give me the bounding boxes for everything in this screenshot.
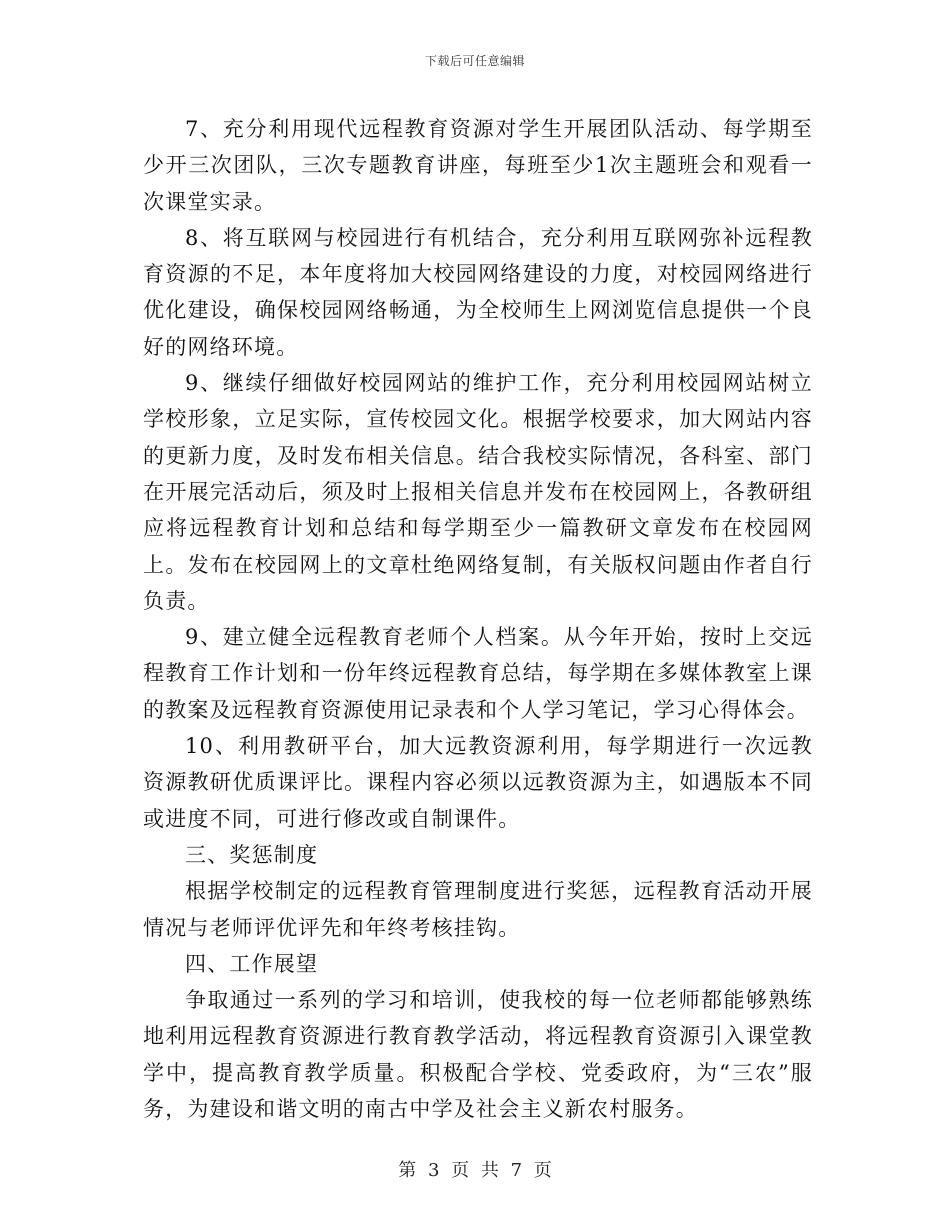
section-heading-rewards: 三、奖惩制度 bbox=[185, 842, 319, 867]
paragraph-outlook: 争取通过一系列的学习和培训，使我校的每一位老师都能够熟练地利用远程教育资源进行教育教学活动，将远程教育资源引入课堂教学中，提高教育教学质量。积极配合学校、党委政府，为“三农”服务，为建设和谐文明的南古中学及社会主义新农村服务。 bbox=[143, 988, 813, 1122]
page-number-footer: 第 3 页 共 7 页 bbox=[398, 1160, 552, 1181]
page-header: 下载后可任意编辑 bbox=[424, 54, 525, 68]
document-body bbox=[143, 111, 813, 1127]
paragraph-rewards: 根据学校制定的远程教育管理制度进行奖惩，远程教育活动开展情况与老师评优评先和年终考核挂钩。 bbox=[143, 879, 813, 940]
paragraph-item-9-website: 9、继续仔细做好校园网站的维护工作，充分利用校园网站树立学校形象，立足实际，宣传校园文化。根据学校要求，加大网站内容的更新力度，及时发布相关信息。结合我校实际情况，各科室、部门在开展完活动后，须及时上报相关信息并发布在校园网上，各教研组应将远程教育计划和总结和每学期至少一篇教研文章发布在校园网上。发布在校园网上的文章杜绝网络复制，有关版权问题由作者自行负责。 bbox=[143, 371, 813, 613]
paragraph-item-8: 8、将互联网与校园进行有机结合，充分利用互联网弥补远程教育资源的不足，本年度将加大校园网络建设的力度，对校园网络进行优化建设，确保校园网络畅通，为全校师生上网浏览信息提供一个良好的网络环境。 bbox=[143, 225, 813, 359]
paragraph-item-7: 7、充分利用现代远程教育资源对学生开展团队活动、每学期至少开三次团队，三次专题教育讲座，每班至少1次主题班会和观看一次课堂实录。 bbox=[143, 117, 813, 214]
section-heading-outlook: 四、工作展望 bbox=[185, 951, 319, 976]
paragraph-item-9-archive: 9、建立健全远程教育老师个人档案。从今年开始，按时上交远程教育工作计划和一份年终远程教育总结，每学期在多媒体教室上课的教案及远程教育资源使用记录表和个人学习笔记，学习心得体会。 bbox=[143, 625, 813, 722]
paragraph-item-10: 10、利用教研平台，加大远教资源利用，每学期进行一次远教资源教研优质课评比。课程内容必须以远教资源为主，如遇版本不同或进度不同，可进行修改或自制课件。 bbox=[143, 734, 813, 831]
